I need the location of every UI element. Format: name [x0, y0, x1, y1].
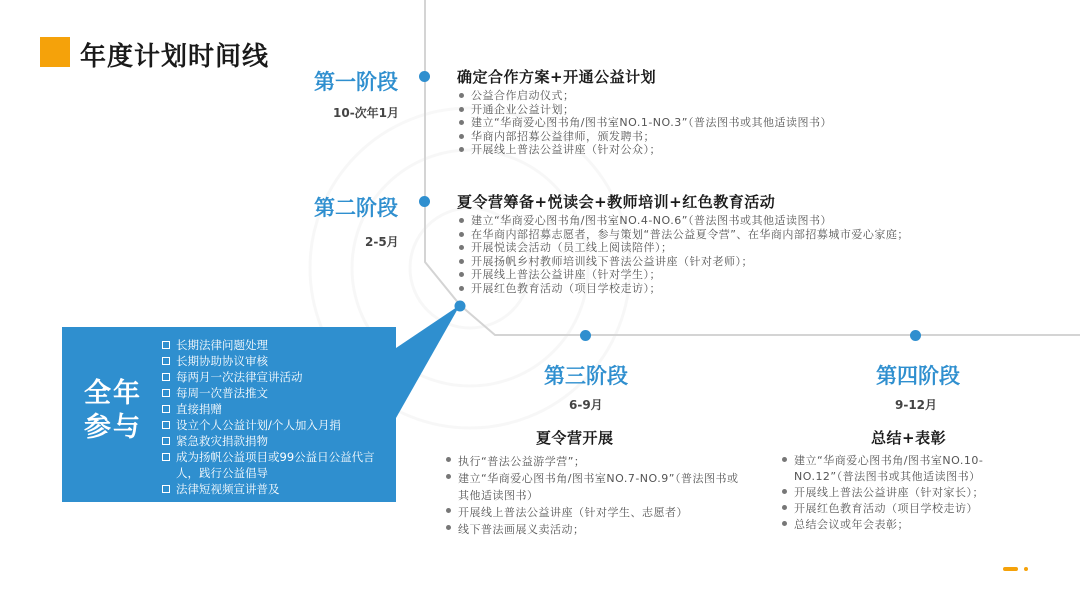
list-item: 华商内部招募公益律师，颁发聘书；: [457, 130, 832, 144]
list-item: 开通企业公益计划；: [457, 103, 832, 117]
stage2-list: [457, 214, 909, 295]
list-item: 直接捐赠: [162, 401, 390, 417]
list-item: 每周一次普法推文: [162, 385, 390, 401]
stage3-period: 6-9月: [569, 398, 603, 412]
stage3-heading: 夏令营开展: [536, 429, 614, 447]
year-round-label: [84, 377, 144, 445]
footer-dot: [1024, 567, 1028, 571]
stage3-list: [444, 453, 744, 538]
list-item: 长期协助协议审核: [162, 353, 390, 369]
stage1-period: 10-次年1月: [333, 106, 400, 120]
page-title: 年度计划时间线: [80, 42, 270, 72]
stage4-dot: [910, 330, 921, 341]
list-item: 公益合作启动仪式；: [457, 89, 832, 103]
stage1-list: [457, 89, 832, 157]
year-round-list: [162, 337, 390, 497]
list-item: 建立“华商爱心图书角/图书室NO.1-NO.3”（普法图书或其他适读图书）: [457, 116, 832, 130]
callout-pointer: [396, 305, 460, 418]
stage2-heading: 夏令营筹备+悦读会+教师培训+红色教育活动: [457, 193, 776, 211]
list-item: 开展红色教育活动（项目学校走访）；: [457, 282, 909, 296]
stage3-label: 第三阶段: [544, 364, 628, 388]
year-round-label-line2: 参与: [84, 412, 142, 443]
list-item: 开展线上普法公益讲座（针对公众）；: [457, 143, 832, 157]
year-round-label-line1: 全年: [84, 378, 142, 409]
list-item: 设立个人公益计划/个人加入月捐: [162, 417, 390, 433]
stage2-label: 第二阶段: [314, 196, 398, 220]
timeline-dot-branch: [455, 301, 466, 312]
list-item: 法律短视频宣讲普及: [162, 481, 390, 497]
stage4-heading: 总结+表彰: [871, 429, 947, 447]
list-item: 开展悦读会活动（员工线上阅读陪伴）；: [457, 241, 909, 255]
list-item: 开展线上普法公益讲座（针对家长）；: [780, 485, 1030, 501]
stage1-label: 第一阶段: [314, 70, 398, 94]
stage2-period: 2-5月: [365, 235, 399, 249]
stage1-dot: [419, 71, 430, 82]
list-item: 开展线上普法公益讲座（针对学生）；: [457, 268, 909, 282]
list-item: 建立“华商爱心图书角/图书室NO.4-NO.6”（普法图书或其他适读图书）: [457, 214, 909, 228]
list-item: 长期法律问题处理: [162, 337, 390, 353]
list-item: 总结会议或年会表彰；: [780, 517, 1030, 533]
stage1-heading: 确定合作方案+开通公益计划: [457, 68, 657, 86]
list-item: 开展线上普法公益讲座（针对学生、志愿者）: [444, 504, 744, 521]
stage4-period: 9-12月: [895, 398, 938, 412]
list-item: 每两月一次法律宣讲活动: [162, 369, 390, 385]
list-item: 开展红色教育活动（项目学校走访）: [780, 501, 1030, 517]
stage4-list: [780, 453, 1030, 533]
list-item: 紧急救灾捐款捐物: [162, 433, 390, 449]
list-item: 开展扬帆乡村教师培训线下普法公益讲座（针对老师）；: [457, 255, 909, 269]
list-item: 成为扬帆公益项目或99公益日公益代言人，践行公益倡导: [162, 449, 390, 481]
stage4-label: 第四阶段: [876, 364, 960, 388]
title-accent-block: [40, 37, 70, 67]
list-item: 执行“普法公益游学营”；: [444, 453, 744, 470]
footer-dash: [1003, 567, 1018, 571]
list-item: 在华商内部招募志愿者，参与策划“普法公益夏令营”、在华商内部招募城市爱心家庭；: [457, 228, 909, 242]
stage2-dot: [419, 196, 430, 207]
list-item: 线下普法画展义卖活动；: [444, 521, 744, 538]
list-item: 建立“华商爱心图书角/图书室NO.10-NO.12”（普法图书或其他适读图书）: [780, 453, 1030, 485]
list-item: 建立“华商爱心图书角/图书室NO.7-NO.9”（普法图书或其他适读图书）: [444, 470, 744, 504]
stage3-dot: [580, 330, 591, 341]
